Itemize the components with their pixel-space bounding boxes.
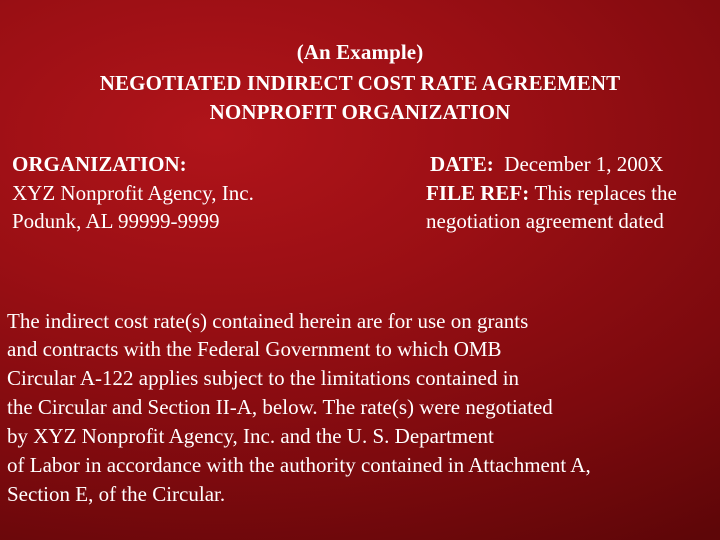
body-line: by XYZ Nonprofit Agency, Inc. and the U. S. Department: [7, 424, 494, 448]
organization-type-title: NONPROFIT ORGANIZATION: [209, 100, 511, 124]
file-ref-label: FILE REF:: [426, 181, 530, 205]
body-line: and contracts with the Federal Government to which OMB: [7, 337, 502, 361]
organization-address: Podunk, AL 99999-9999: [12, 209, 220, 233]
example-label: (An Example): [296, 40, 424, 64]
date-label: DATE:: [430, 152, 494, 176]
date-line: [430, 152, 663, 177]
body-line: Section E, of the Circular.: [7, 482, 226, 506]
organization-name: XYZ Nonprofit Agency, Inc.: [12, 181, 254, 205]
file-ref-value: This replaces the: [534, 181, 677, 205]
agreement-title: NEGOTIATED INDIRECT COST RATE AGREEMENT: [99, 71, 621, 95]
date-value: December 1, 200X: [504, 152, 664, 176]
file-ref-line: [426, 181, 677, 206]
file-ref-value-continued: negotiation agreement dated: [426, 209, 664, 233]
body-line: The indirect cost rate(s) contained herein are for use on grants: [7, 309, 529, 333]
body-line: of Labor in accordance with the authority contained in Attachment A,: [7, 453, 591, 477]
body-line: Circular A-122 applies subject to the limitations contained in: [7, 366, 520, 390]
organization-label: ORGANIZATION:: [12, 152, 187, 176]
body-line: the Circular and Section II-A, below. The rate(s) were negotiated: [7, 395, 553, 419]
